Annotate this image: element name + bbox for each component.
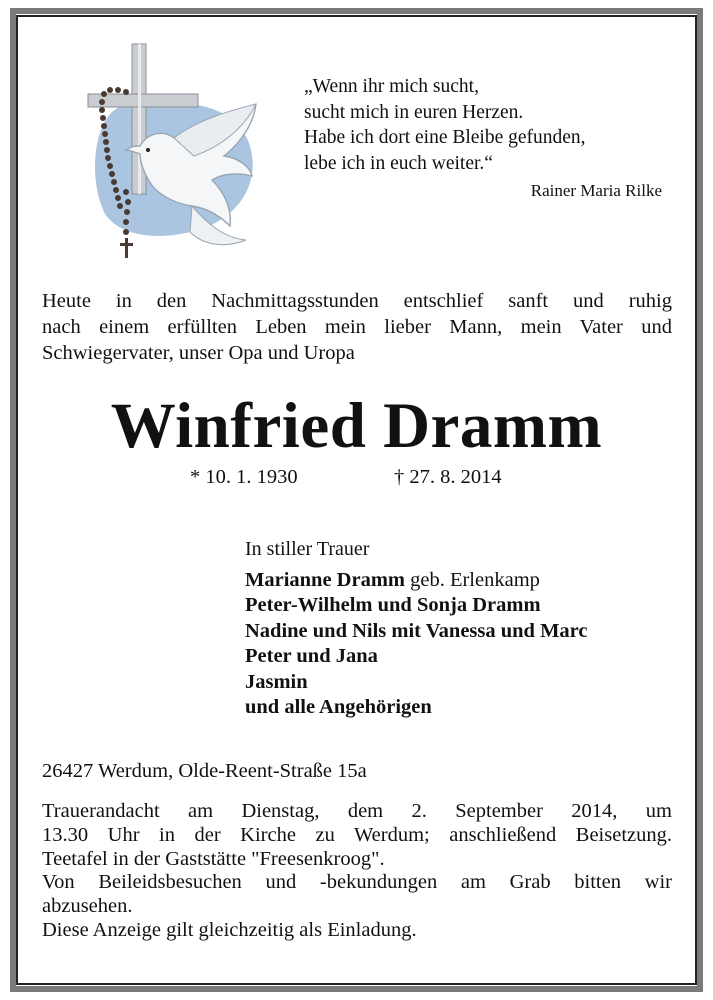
deceased-name: Winfried Dramm <box>110 390 603 462</box>
quote-line: sucht mich in euren Herzen. <box>304 101 524 123</box>
mourner-row <box>245 568 588 593</box>
service-line: abzusehen. <box>42 895 133 918</box>
mourner-name: Nadine und Nils mit Vanessa und Marc <box>245 619 588 642</box>
quote-block <box>304 74 668 203</box>
mourner-row <box>245 644 588 669</box>
death-date: † 27. 8. 2014 <box>394 466 502 488</box>
service-line: Von Beileidsbesuchen und -bekundungen am Grab bitten wir <box>42 871 672 894</box>
mourner-row <box>245 670 588 695</box>
mourner-name: Marianne Dramm <box>245 569 405 591</box>
mourner-row <box>245 593 588 618</box>
quote-line: Habe ich dort eine Bleibe gefunden, <box>304 127 586 148</box>
intro-line: Schwiegervater, unser Opa und Uropa <box>42 342 355 364</box>
intro-line: Heute in den Nachmittagsstunden entschlief sanft und ruhig <box>42 290 672 312</box>
mourner-name: und alle Angehörigen <box>245 696 432 719</box>
mourning-heading: In stiller Trauer <box>245 538 370 560</box>
mourner-name: Jasmin <box>245 670 308 693</box>
service-line: Trauerandacht am Dienstag, dem 2. September 2014, um <box>42 800 672 822</box>
mourner-row <box>245 695 588 720</box>
service-info <box>42 800 672 943</box>
mourner-row <box>245 619 588 644</box>
birth-date: * 10. 1. 1930 <box>190 466 298 488</box>
mourner-name: Peter-Wilhelm und Sonja Dramm <box>245 594 541 617</box>
cross-dove-emblem <box>74 42 264 264</box>
mourner-name: Peter und Jana <box>245 645 378 668</box>
mourner-maiden-name: geb. Erlenkamp <box>404 569 540 591</box>
address: 26427 Werdum, Olde-Reent-Straße 15a <box>42 760 367 782</box>
intro-paragraph <box>42 288 672 366</box>
service-line: Diese Anzeige gilt gleichzeitig als Einladung. <box>42 918 417 941</box>
quote-line: „Wenn ihr mich sucht, <box>304 76 479 97</box>
service-line: Teetafel in der Gaststätte "Freesenkroog". <box>42 847 385 870</box>
service-line: 13.30 Uhr in der Kirche zu Werdum; anschließend Beisetzung. <box>42 823 672 846</box>
quote-author: Rainer Maria Rilke <box>530 181 662 200</box>
mourners-list <box>245 568 588 720</box>
intro-line: nach einem erfüllten Leben mein lieber Mann, mein Vater und <box>42 316 672 338</box>
quote-line: lebe ich in euch weiter.“ <box>304 152 493 174</box>
